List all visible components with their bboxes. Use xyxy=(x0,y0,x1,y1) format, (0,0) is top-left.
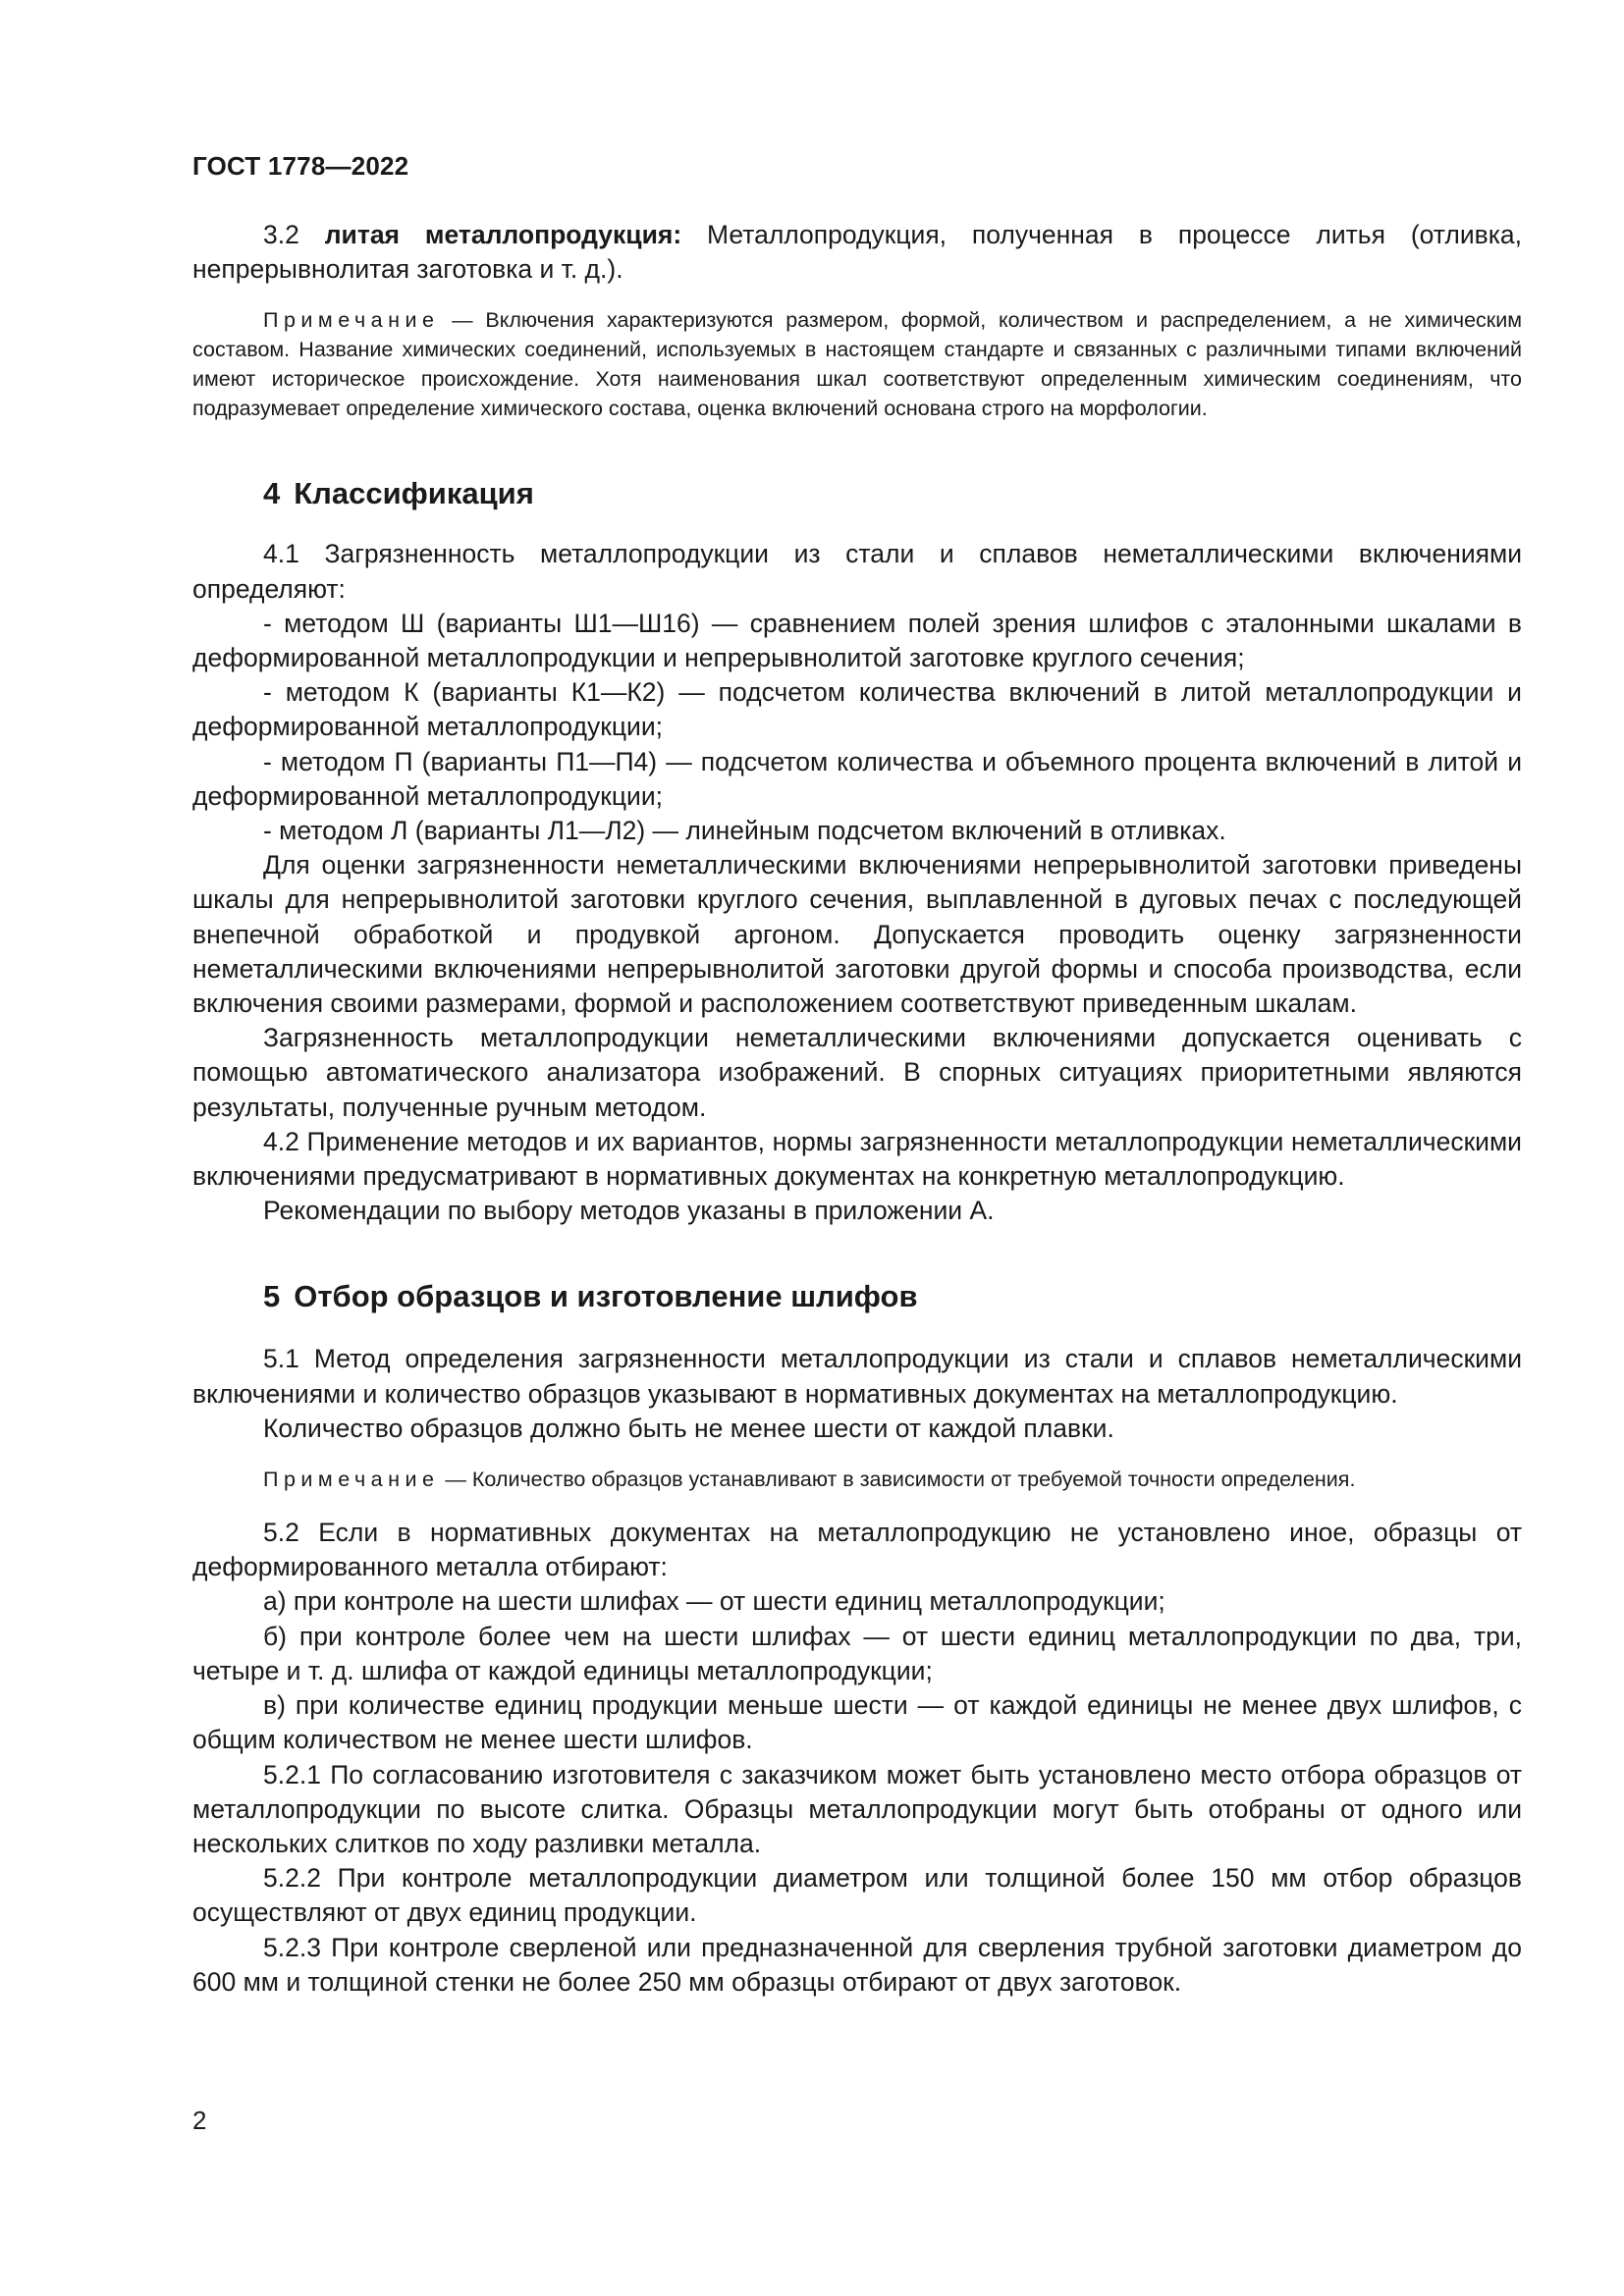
note-label: Примечание xyxy=(263,1468,440,1492)
list-item: - методом Л (варианты Л1—Л2) — линейным подсчетом включений в отливках. xyxy=(263,816,1226,846)
list-item: - методом Ш (варианты Ш1—Ш16) — сравнением полей зрения шлифов с эталонными шкалами в деформированной металлопродукции и непрерывнолитой заготовке круглого сечения; xyxy=(192,608,1522,673)
list-item: - методом К (варианты К1—К2) — подсчетом количества включений в литой металлопродукции и деформированной металлопродукции; xyxy=(192,677,1522,742)
section-title: Классификация xyxy=(294,476,534,511)
note-text: — Количество образцов устанавливают в зависимости от требуемой точности определения. xyxy=(439,1468,1356,1492)
list-item: а) при контроле на шести шлифах — от шести единиц металлопродукции; xyxy=(263,1586,1165,1617)
section-heading-4 xyxy=(192,474,1522,513)
paragraph: Для оценки загрязненности неметаллическими включениями непрерывнолитой заготовки приведены шкалы для непрерывнолитой заготовки круглого сечения, выплавленной в дуговых печах с последующей внепечной обработкой и продувкой аргоном. Допускается проводить оценку загрязненности неметаллическими включениями непрерывнолитой заготовки другой формы и способа производства, если включения своими размерами, формой и расположением соответствуют приведенным шкалам. xyxy=(192,850,1522,1019)
paragraph: Загрязненность металлопродукции неметаллическими включениями допускается оценивать с помощью автоматического анализатора изображений. В спорных ситуациях приоритетными являются результаты, полученные ручным методом. xyxy=(192,1023,1522,1122)
section-title: Отбор образцов и изготовление шлифов xyxy=(294,1279,918,1314)
section-number: 5 xyxy=(263,1279,281,1314)
paragraph: 4.1 Загрязненность металлопродукции из стали и сплавов неметаллическими включениями определяют: xyxy=(192,539,1522,604)
document-header: ГОСТ 1778—2022 xyxy=(192,151,409,181)
note-label: Примечание xyxy=(263,308,440,333)
note-text: — Включения характеризуются размером, формой, количеством и распределением, а не химическим составом. Название химических соединений, используемых в настоящем стандарте и связанных с различными типами включений имеют историческое происхождение. Хотя наименования шкал соответствуют определенным химическим соединениям, что подразумевает определение химического состава, оценка включений основана строго на морфологии. xyxy=(192,308,1522,421)
list-item: б) при контроле более чем на шести шлифах — от шести единиц металлопродукции по два, три, четыре и т. д. шлифа от каждой единицы металлопродукции; xyxy=(192,1621,1522,1685)
note-paragraph xyxy=(192,305,1522,423)
list-item: в) при количестве единиц продукции меньше шести — от каждой единицы не менее двух шлифов, с общим количеством не менее шести шлифов. xyxy=(192,1690,1522,1755)
paragraph: 5.2 Если в нормативных документах на металлопродукцию не установлено иное, образцы от деформированного металла отбирают: xyxy=(192,1518,1522,1582)
paragraph: 5.2.3 При контроле сверленой или предназначенной для сверления трубной заготовки диаметром до 600 мм и толщиной стенки не более 250 мм образцы отбирают от двух заготовок. xyxy=(192,1932,1522,1997)
paragraph: 5.2.1 По согласованию изготовителя с заказчиком может быть установлено место отбора образцов от металлопродукции по высоте слитка. Образцы металлопродукции могут быть отобраны от одного или нескольких слитков по ходу разливки металла. xyxy=(192,1759,1522,1858)
list-item: - методом П (варианты П1—П4) — подсчетом количества и объемного процента включений в литой и деформированной металлопродукции; xyxy=(192,746,1522,811)
clause-3-2 xyxy=(192,218,1522,287)
section-number: 4 xyxy=(263,476,281,511)
document-body xyxy=(192,218,1522,2000)
note-paragraph xyxy=(192,1465,1522,1494)
section-heading-5 xyxy=(192,1277,1522,1316)
term-definition: Металлопродукция, полученная в процессе литья (отливка, непрерывнолитая заготовка и т. д.). xyxy=(192,220,1522,285)
page-number: 2 xyxy=(192,2106,207,2135)
paragraph: 5.1 Метод определения загрязненности металлопродукции из стали и сплавов неметаллическими включениями и количество образцов указывают в нормативных документах на металлопродукцию. xyxy=(192,1344,1522,1409)
term: литая металлопродукция: xyxy=(324,220,682,249)
paragraph: Рекомендации по выбору методов указаны в приложении А. xyxy=(263,1196,995,1226)
paragraph: 4.2 Применение методов и их вариантов, нормы загрязненности металлопродукции неметаллическими включениями предусматривают в нормативных документах на конкретную металлопродукцию. xyxy=(192,1126,1522,1192)
clause-number: 3.2 xyxy=(263,220,299,249)
paragraph: 5.2.2 При контроле металлопродукции диаметром или толщиной более 150 мм отбор образцов осуществляют от двух единиц продукции. xyxy=(192,1863,1522,1928)
paragraph: Количество образцов должно быть не менее шести от каждой плавки. xyxy=(263,1413,1114,1443)
